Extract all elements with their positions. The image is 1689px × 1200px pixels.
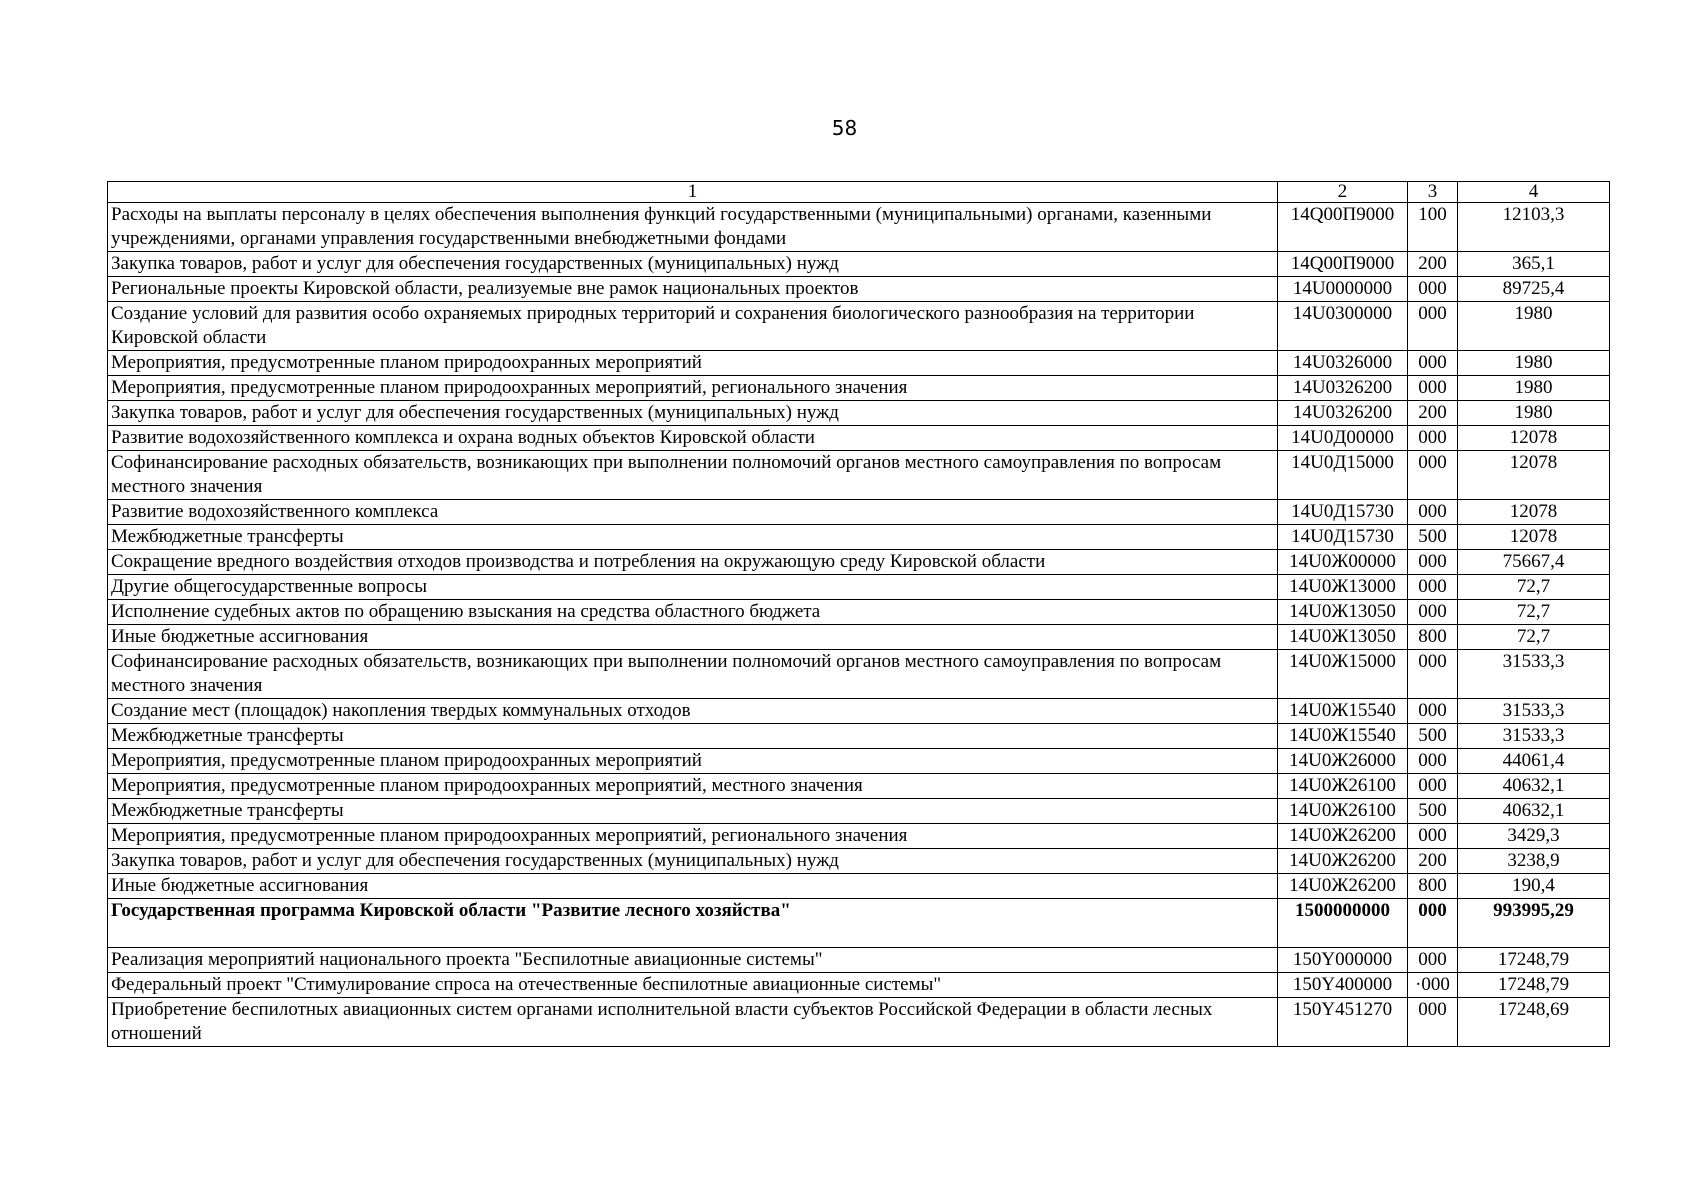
row-code: 150Y451270	[1278, 998, 1408, 1047]
row-code: 14U0Д00000	[1278, 426, 1408, 451]
row-description: Мероприятия, предусмотренные планом природоохранных мероприятий, местного значения	[108, 774, 1278, 799]
table-row	[108, 948, 1610, 973]
row-amount: 12078	[1458, 525, 1610, 550]
row-code: 14U0Ж00000	[1278, 550, 1408, 575]
row-amount: 31533,3	[1458, 724, 1610, 749]
row-description: Расходы на выплаты персоналу в целях обеспечения выполнения функций государственными (муниципальными) органами, казенными учреждениями, органами управления государственными внебюджетными фондами	[108, 203, 1278, 252]
row-kvr: 000	[1408, 650, 1458, 699]
row-description: Развитие водохозяйственного комплекса	[108, 500, 1278, 525]
row-amount: 31533,3	[1458, 699, 1610, 724]
row-kvr: 000	[1408, 500, 1458, 525]
row-kvr: 000	[1408, 824, 1458, 849]
table-row	[108, 774, 1610, 799]
row-amount: 72,7	[1458, 600, 1610, 625]
row-amount: 44061,4	[1458, 749, 1610, 774]
row-code: 14U0326200	[1278, 401, 1408, 426]
row-code: 14U0Ж13000	[1278, 575, 1408, 600]
row-description: Создание мест (площадок) накопления твердых коммунальных отходов	[108, 699, 1278, 724]
row-code: 14U0Ж26100	[1278, 774, 1408, 799]
row-description: Реализация мероприятий национального проекта "Беспилотные авиационные системы"	[108, 948, 1278, 973]
row-kvr: 000	[1408, 575, 1458, 600]
table-row-program	[108, 899, 1610, 948]
row-description: Государственная программа Кировской области "Развитие лесного хозяйства"	[108, 899, 1278, 948]
row-code: 14U0Д15000	[1278, 451, 1408, 500]
row-kvr: 200	[1408, 252, 1458, 277]
row-description: Закупка товаров, работ и услуг для обеспечения государственных (муниципальных) нужд	[108, 252, 1278, 277]
row-kvr: 000	[1408, 550, 1458, 575]
row-code: 14U0Ж15540	[1278, 724, 1408, 749]
table-row	[108, 203, 1610, 252]
row-code: 14U0Д15730	[1278, 525, 1408, 550]
row-kvr: 000	[1408, 376, 1458, 401]
row-description: Федеральный проект "Стимулирование спроса на отечественные беспилотные авиационные системы"	[108, 973, 1278, 998]
row-kvr: 000	[1408, 948, 1458, 973]
row-amount: 40632,1	[1458, 774, 1610, 799]
row-description: Приобретение беспилотных авиационных систем органами исполнительной власти субъектов Российской Федерации в области лесных отношений	[108, 998, 1278, 1047]
row-amount: 17248,69	[1458, 998, 1610, 1047]
table-row	[108, 973, 1610, 998]
row-kvr: 000	[1408, 899, 1458, 948]
row-kvr: 500	[1408, 724, 1458, 749]
row-kvr: 800	[1408, 625, 1458, 650]
row-amount: 72,7	[1458, 575, 1610, 600]
table-row	[108, 351, 1610, 376]
row-amount: 1980	[1458, 376, 1610, 401]
table-row	[108, 575, 1610, 600]
row-kvr: 000	[1408, 600, 1458, 625]
row-code: 14U0Ж26200	[1278, 874, 1408, 899]
header-col-2: 2	[1278, 182, 1408, 203]
table-header-row	[108, 182, 1610, 203]
row-amount: 190,4	[1458, 874, 1610, 899]
row-kvr: ·000	[1408, 973, 1458, 998]
table-row	[108, 302, 1610, 351]
row-kvr: 000	[1408, 351, 1458, 376]
row-amount: 17248,79	[1458, 948, 1610, 973]
header-col-1: 1	[108, 182, 1278, 203]
row-kvr: 000	[1408, 426, 1458, 451]
row-code: 14U0Ж26000	[1278, 749, 1408, 774]
row-kvr: 100	[1408, 203, 1458, 252]
row-description: Межбюджетные трансферты	[108, 799, 1278, 824]
row-kvr: 800	[1408, 874, 1458, 899]
row-description: Создание условий для развития особо охраняемых природных территорий и сохранения биологического разнообразия на территории Кировской области	[108, 302, 1278, 351]
row-description: Мероприятия, предусмотренные планом природоохранных мероприятий	[108, 351, 1278, 376]
row-description: Софинансирование расходных обязательств, возникающих при выполнении полномочий органов местного самоуправления по вопросам местного значения	[108, 650, 1278, 699]
row-kvr: 200	[1408, 401, 1458, 426]
row-description: Сокращение вредного воздействия отходов производства и потребления на окружающую среду Кировской области	[108, 550, 1278, 575]
table-row	[108, 500, 1610, 525]
header-col-4: 4	[1458, 182, 1610, 203]
row-code: 14U0300000	[1278, 302, 1408, 351]
row-description: Мероприятия, предусмотренные планом природоохранных мероприятий, регионального значения	[108, 376, 1278, 401]
row-description: Закупка товаров, работ и услуг для обеспечения государственных (муниципальных) нужд	[108, 849, 1278, 874]
table-row	[108, 376, 1610, 401]
row-description: Исполнение судебных актов по обращению взыскания на средства областного бюджета	[108, 600, 1278, 625]
row-amount: 12078	[1458, 500, 1610, 525]
row-description: Мероприятия, предусмотренные планом природоохранных мероприятий, регионального значения	[108, 824, 1278, 849]
row-kvr: 500	[1408, 525, 1458, 550]
row-code: 14U0Ж26100	[1278, 799, 1408, 824]
table-row	[108, 849, 1610, 874]
row-description: Межбюджетные трансферты	[108, 724, 1278, 749]
table-row	[108, 724, 1610, 749]
header-col-3: 3	[1408, 182, 1458, 203]
row-code: 14U0Ж15540	[1278, 699, 1408, 724]
row-code: 14U0Ж26200	[1278, 849, 1408, 874]
row-kvr: 000	[1408, 277, 1458, 302]
row-code: 14U0Ж13050	[1278, 625, 1408, 650]
row-description: Софинансирование расходных обязательств, возникающих при выполнении полномочий органов местного самоуправления по вопросам местного значения	[108, 451, 1278, 500]
page-number: 58	[831, 116, 858, 140]
table-row	[108, 699, 1610, 724]
table-row	[108, 451, 1610, 500]
row-amount: 1980	[1458, 401, 1610, 426]
table-row	[108, 749, 1610, 774]
table-row	[108, 824, 1610, 849]
row-code: 14U0Ж13050	[1278, 600, 1408, 625]
row-code: 14U0326000	[1278, 351, 1408, 376]
table-row	[108, 650, 1610, 699]
row-amount: 3429,3	[1458, 824, 1610, 849]
row-code: 150Y400000	[1278, 973, 1408, 998]
row-amount: 75667,4	[1458, 550, 1610, 575]
table-row	[108, 600, 1610, 625]
row-kvr: 500	[1408, 799, 1458, 824]
row-description: Другие общегосударственные вопросы	[108, 575, 1278, 600]
row-description: Межбюджетные трансферты	[108, 525, 1278, 550]
row-description: Иные бюджетные ассигнования	[108, 625, 1278, 650]
row-amount: 17248,79	[1458, 973, 1610, 998]
row-amount: 993995,29	[1458, 899, 1610, 948]
row-kvr: 000	[1408, 998, 1458, 1047]
row-amount: 72,7	[1458, 625, 1610, 650]
table-row	[108, 401, 1610, 426]
row-description: Мероприятия, предусмотренные планом природоохранных мероприятий	[108, 749, 1278, 774]
row-kvr: 000	[1408, 302, 1458, 351]
row-code: 14U0000000	[1278, 277, 1408, 302]
table-row	[108, 550, 1610, 575]
row-amount: 3238,9	[1458, 849, 1610, 874]
row-code: 14U0Ж15000	[1278, 650, 1408, 699]
row-code: 14Q00П9000	[1278, 252, 1408, 277]
table-row	[108, 426, 1610, 451]
table-row	[108, 874, 1610, 899]
row-amount: 365,1	[1458, 252, 1610, 277]
row-description: Иные бюджетные ассигнования	[108, 874, 1278, 899]
row-amount: 89725,4	[1458, 277, 1610, 302]
table-row	[108, 252, 1610, 277]
row-kvr: 200	[1408, 849, 1458, 874]
row-amount: 1980	[1458, 351, 1610, 376]
row-code: 14U0Ж26200	[1278, 824, 1408, 849]
row-code: 150Y000000	[1278, 948, 1408, 973]
row-code: 1500000000	[1278, 899, 1408, 948]
table-row	[108, 998, 1610, 1047]
table-row	[108, 799, 1610, 824]
row-description: Закупка товаров, работ и услуг для обеспечения государственных (муниципальных) нужд	[108, 401, 1278, 426]
row-kvr: 000	[1408, 699, 1458, 724]
row-code: 14U0326200	[1278, 376, 1408, 401]
row-code: 14Q00П9000	[1278, 203, 1408, 252]
budget-table	[107, 181, 1610, 1047]
row-code: 14U0Д15730	[1278, 500, 1408, 525]
row-description: Региональные проекты Кировской области, реализуемые вне рамок национальных проектов	[108, 277, 1278, 302]
table-row	[108, 525, 1610, 550]
row-amount: 12078	[1458, 426, 1610, 451]
row-amount: 31533,3	[1458, 650, 1610, 699]
row-amount: 12078	[1458, 451, 1610, 500]
row-description: Развитие водохозяйственного комплекса и охрана водных объектов Кировской области	[108, 426, 1278, 451]
row-amount: 1980	[1458, 302, 1610, 351]
table-row	[108, 277, 1610, 302]
row-kvr: 000	[1408, 774, 1458, 799]
row-amount: 40632,1	[1458, 799, 1610, 824]
table-row	[108, 625, 1610, 650]
row-amount: 12103,3	[1458, 203, 1610, 252]
row-kvr: 000	[1408, 451, 1458, 500]
row-kvr: 000	[1408, 749, 1458, 774]
